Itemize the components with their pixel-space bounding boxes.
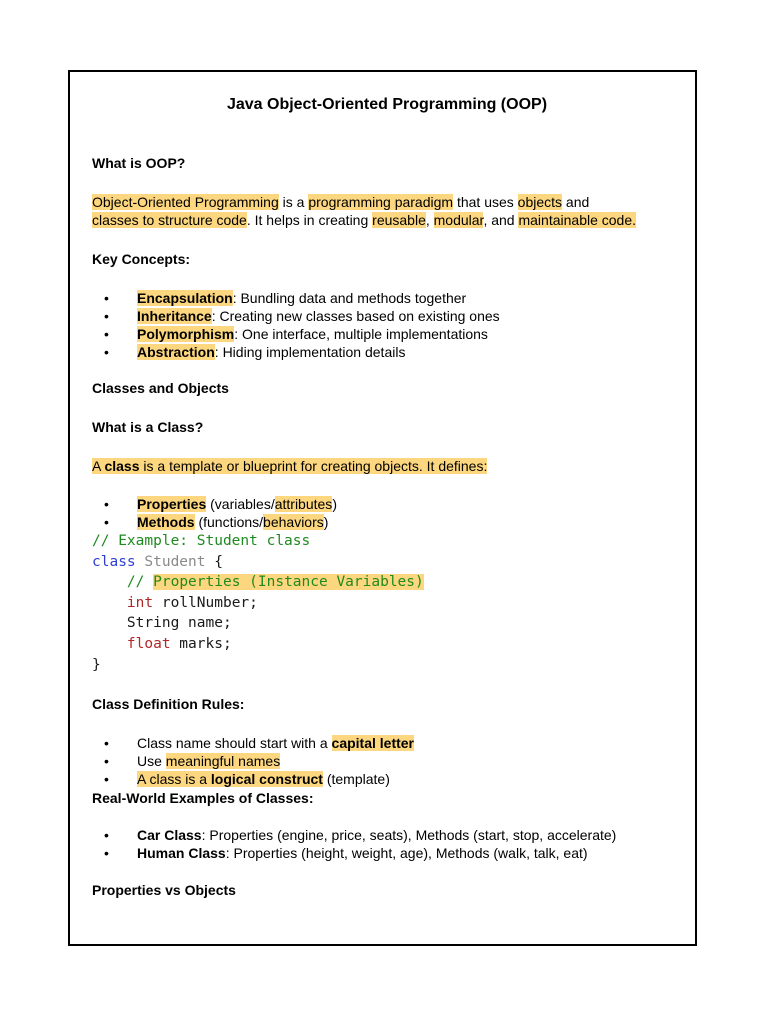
key-concepts-list	[92, 289, 500, 361]
text-run: {	[205, 553, 223, 570]
text-run: : Properties (height, weight, age), Methods (walk, talk, eat)	[225, 845, 588, 861]
list-item	[92, 307, 500, 325]
text-run: float	[126, 635, 171, 652]
text-run: Use	[137, 753, 166, 769]
list-item	[92, 289, 500, 307]
oop-definition-line-1	[92, 193, 589, 211]
bullet-icon: •	[104, 845, 109, 861]
highlighted-text: meaningful names	[165, 753, 281, 769]
bullet-icon: •	[104, 514, 109, 530]
text-run	[92, 574, 127, 590]
list-item	[92, 826, 616, 844]
list-item	[92, 513, 337, 531]
text-run	[92, 636, 127, 652]
text-run: : Creating new classes based on existing ones	[211, 308, 500, 324]
text-run: Student	[144, 553, 206, 570]
highlighted-text: Properties (Instance Variables)	[153, 574, 424, 591]
highlighted-text: programming paradigm	[308, 194, 454, 210]
code-line	[92, 613, 424, 634]
text-run: Car Class	[137, 827, 202, 843]
highlighted-text: attributes	[274, 496, 333, 512]
text-run	[92, 615, 127, 631]
text-run: class	[92, 553, 136, 570]
heading-what-is-oop: What is OOP?	[92, 155, 186, 171]
highlighted-text: Abstraction	[137, 344, 215, 360]
bullet-icon: •	[104, 753, 109, 769]
bullet-icon: •	[104, 827, 109, 843]
text-run: (template)	[322, 771, 390, 787]
text-run: )	[323, 514, 329, 530]
class-definition-paragraph	[92, 457, 487, 475]
text-run: ,	[425, 212, 434, 228]
list-item	[92, 343, 500, 361]
highlighted-text: Object-Oriented Programming	[92, 194, 279, 210]
text-run: (functions/	[194, 514, 264, 530]
highlighted-text: Properties	[137, 496, 207, 512]
bullet-icon: •	[104, 735, 109, 751]
bullet-icon: •	[104, 496, 109, 512]
list-item	[92, 752, 414, 770]
heading-class-definition-rules: Class Definition Rules:	[92, 696, 245, 712]
text-run: is a	[278, 194, 309, 210]
code-line	[92, 655, 424, 676]
text-run: : One interface, multiple implementations	[234, 326, 488, 342]
bullet-icon: •	[104, 344, 109, 360]
list-item	[92, 495, 337, 513]
class-rules-list	[92, 734, 414, 788]
heading-key-concepts: Key Concepts:	[92, 251, 191, 267]
highlighted-text: classes to structure code	[92, 212, 247, 228]
text-run: : Properties (engine, price, seats), Methods (start, stop, accelerate)	[201, 827, 617, 843]
document-page	[68, 70, 697, 946]
text-run: Class name should start with a	[137, 735, 332, 751]
text-run: : Hiding implementation details	[214, 344, 406, 360]
list-item	[92, 770, 414, 788]
highlighted-text: capital letter	[331, 735, 415, 751]
code-line	[92, 593, 424, 614]
list-item	[92, 844, 616, 862]
text-run: String name;	[126, 615, 232, 632]
highlighted-text: class	[104, 458, 140, 474]
highlighted-text: Methods	[137, 514, 195, 530]
code-line	[92, 634, 424, 655]
heading-what-is-a-class: What is a Class?	[92, 419, 204, 435]
bullet-icon: •	[104, 326, 109, 342]
oop-definition-line-2	[92, 211, 636, 229]
bullet-icon: •	[104, 308, 109, 324]
text-run: that uses	[453, 194, 518, 210]
text-run	[92, 595, 127, 611]
text-run: marks;	[170, 635, 232, 652]
heading-properties-vs-objects: Properties vs Objects	[92, 882, 236, 898]
heading-real-world-examples: Real-World Examples of Classes:	[92, 790, 314, 806]
class-defines-list	[92, 495, 337, 531]
text-run: //	[126, 574, 154, 591]
highlighted-text: A class is a	[137, 771, 211, 787]
highlighted-text: is a template or blueprint for creating objects. It defines:	[139, 458, 488, 474]
text-run: int	[126, 594, 154, 611]
highlighted-text: A	[92, 458, 105, 474]
list-item	[92, 325, 500, 343]
highlighted-text: Polymorphism	[137, 326, 235, 342]
text-run: . It helps in creating	[246, 212, 373, 228]
text-run: Human Class	[137, 845, 226, 861]
real-world-examples-list	[92, 826, 616, 862]
text-run: , and	[483, 212, 519, 228]
text-run: }	[92, 656, 101, 673]
highlighted-text: Inheritance	[137, 308, 212, 324]
highlighted-text: modular	[433, 212, 484, 228]
highlighted-text: reusable	[372, 212, 426, 228]
bullet-icon: •	[104, 771, 109, 787]
text-run: (variables/	[206, 496, 275, 512]
highlighted-text: logical construct	[210, 771, 323, 787]
document-title: Java Object-Oriented Programming (OOP)	[226, 96, 548, 113]
code-line	[92, 531, 424, 552]
code-example-block	[92, 531, 424, 675]
text-run: : Bundling data and methods together	[232, 290, 467, 306]
text-run: )	[332, 496, 337, 512]
code-line	[92, 572, 424, 593]
highlighted-text: Encapsulation	[137, 290, 233, 306]
text-run: rollNumber;	[153, 594, 258, 611]
text-run: and	[562, 194, 590, 210]
code-line	[92, 552, 424, 573]
bullet-icon: •	[104, 290, 109, 306]
highlighted-text: behaviors	[263, 514, 324, 530]
highlighted-text: maintainable code.	[518, 212, 637, 228]
list-item	[92, 734, 414, 752]
heading-classes-and-objects: Classes and Objects	[92, 380, 229, 396]
text-run: // Example: Student class	[92, 533, 311, 549]
highlighted-text: objects	[517, 194, 563, 210]
